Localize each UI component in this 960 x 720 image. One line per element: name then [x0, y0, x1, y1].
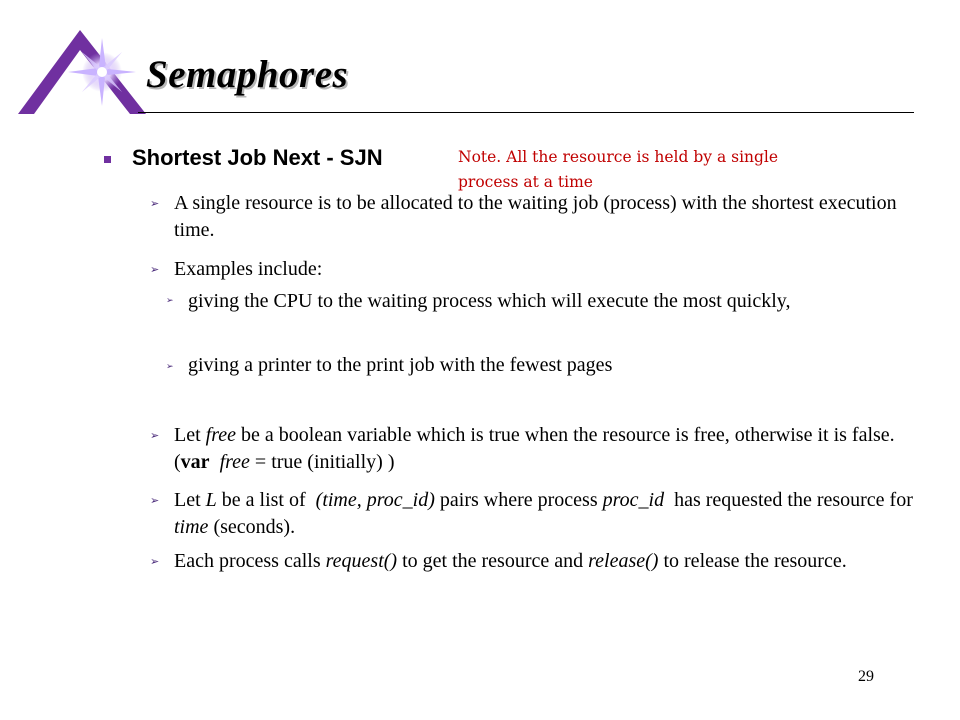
bullet-examples: Examples include: — [174, 258, 323, 280]
arrow-bullet-icon: ➢ — [150, 495, 160, 507]
title-divider — [138, 112, 914, 113]
sub-bullet-printer: giving a printer to the print job with the fewest pages — [188, 354, 613, 376]
section-heading — [104, 145, 383, 171]
square-bullet-icon — [104, 156, 111, 163]
bullet-list-l: Let L be a list of (time, proc_id) pairs where process proc_id has requested the resource for time (seconds). — [174, 489, 918, 538]
arrow-bullet-icon: ➢ — [150, 264, 160, 276]
page-number: 29 — [858, 668, 874, 685]
sub-bullet-cpu: giving the CPU to the waiting process which will execute the most quickly, — [188, 290, 791, 312]
slide-title: Semaphores — [146, 53, 349, 96]
red-note: Note. All the resource is held by a single process at a time — [458, 148, 779, 191]
heading-text: Shortest Job Next - SJN — [132, 145, 383, 170]
sparkle-chevron-logo-icon — [18, 24, 158, 120]
bullet-free-variable: Let free be a boolean variable which is true when the resource is free, otherwise it is false. (var free = true (initially) ) — [174, 424, 895, 473]
bullet-single-resource: A single resource is to be allocated to the waiting job (process) with the shortest execution time. — [174, 192, 897, 241]
arrow-bullet-icon: ➢ — [150, 198, 160, 210]
arrow-bullet-icon: ➢ — [166, 295, 174, 305]
arrow-bullet-icon: ➢ — [150, 430, 160, 442]
arrow-bullet-icon: ➢ — [150, 556, 160, 568]
arrow-bullet-icon: ➢ — [166, 361, 174, 371]
bullet-request-release: Each process calls request() to get the resource and release() to release the resource. — [174, 550, 847, 572]
